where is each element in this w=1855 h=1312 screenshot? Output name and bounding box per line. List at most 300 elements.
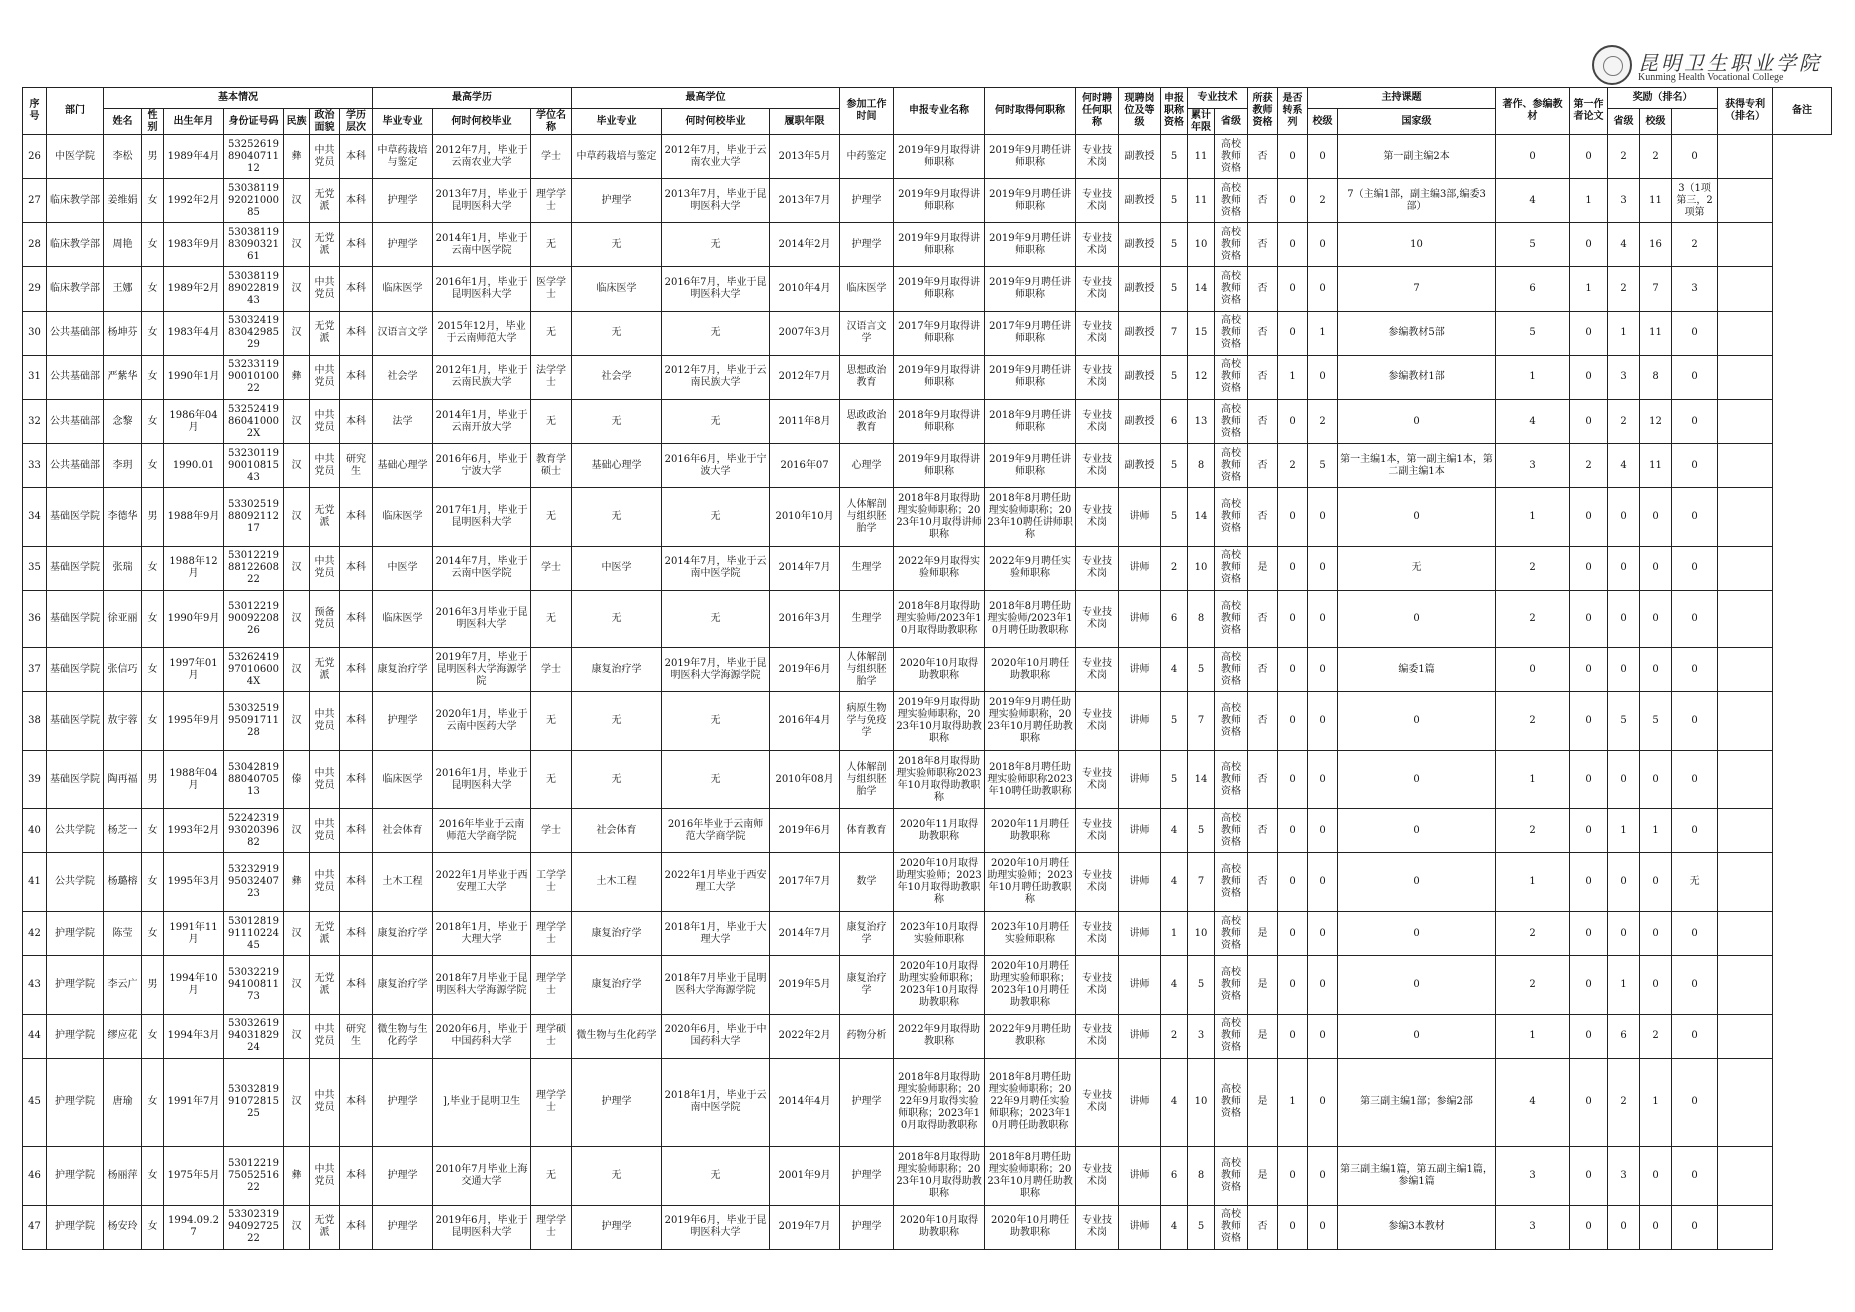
cell-prov: 0	[1278, 1147, 1308, 1205]
cell-books: 0	[1338, 853, 1496, 911]
cell-prov2: 5	[1608, 692, 1640, 750]
cell-tenure: 5	[1161, 355, 1188, 399]
cell-remark	[1718, 692, 1773, 750]
cell-get-title: 2020年10月取得助教职称	[894, 1205, 985, 1249]
cell-gender: 女	[142, 223, 164, 267]
cell-id: 532331199001010022	[224, 355, 284, 399]
cell-school: 0	[1308, 1014, 1338, 1058]
cell-nat: 1	[1570, 267, 1608, 311]
cell-post: 专业技术岗	[1076, 853, 1119, 911]
header-remark: 备注	[1773, 88, 1832, 135]
cell-remark	[1718, 853, 1773, 911]
cell-degree: 无	[531, 750, 572, 808]
cell-level: 本科	[340, 135, 373, 179]
cell-when-school: 2012年1月，毕业于云南民族大学	[433, 355, 531, 399]
cell-major: 临床医学	[373, 750, 433, 808]
cell-gender: 女	[142, 809, 164, 853]
cell-work: 2014年7月	[770, 546, 840, 590]
cell-dept: 护理学院	[47, 911, 104, 955]
cell-deg-when: 2018年7月毕业于昆明医科大学海源学院	[662, 956, 770, 1014]
cell-gender: 女	[142, 648, 164, 692]
cell-school2: 0	[1640, 750, 1672, 808]
cell-tenure: 5	[1161, 750, 1188, 808]
cell-name: 唐瑜	[104, 1058, 142, 1146]
cell-deg-major: 无	[572, 223, 662, 267]
cell-remark	[1718, 956, 1773, 1014]
cell-teacher-qual: 高校教师资格	[1215, 590, 1248, 647]
cell-remark	[1718, 135, 1773, 179]
cell-school: 0	[1308, 692, 1338, 750]
cell-apply-major: 汉语言文学	[840, 311, 894, 355]
cell-hire-title: 2019年9月聘任讲师职称	[985, 444, 1076, 488]
cell-patents: 0	[1672, 1147, 1718, 1205]
cell-transfer: 否	[1248, 223, 1278, 267]
cell-books: 0	[1338, 809, 1496, 853]
cell-deg-major: 无	[572, 311, 662, 355]
table-row	[23, 179, 1832, 223]
college-logo	[1592, 45, 1822, 87]
cell-transfer: 否	[1248, 444, 1278, 488]
cell-deg-when: 2016年6月，毕业于宁波大学	[662, 444, 770, 488]
cell-hire-title: 2022年9月聘任实验师职称	[985, 546, 1076, 590]
cell-ethnic: 汉	[284, 956, 310, 1014]
cell-prov: 0	[1278, 399, 1308, 443]
cell-apply-major: 人体解剖与组织胚胎学	[840, 648, 894, 692]
cell-degree: 医学学士	[531, 267, 572, 311]
cell-when-school: 2012年7月，毕业于云南农业大学	[433, 135, 531, 179]
cell-major: 护理学	[373, 179, 433, 223]
cell-prov: 0	[1278, 267, 1308, 311]
cell-id: 530128199111022445	[224, 911, 284, 955]
cell-papers: 2	[1496, 546, 1570, 590]
cell-no: 36	[23, 590, 47, 647]
cell-major: 临床医学	[373, 590, 433, 647]
cell-transfer: 否	[1248, 355, 1278, 399]
cell-school: 0	[1308, 956, 1338, 1014]
cell-id: 530322199410081173	[224, 956, 284, 1014]
cell-transfer: 否	[1248, 179, 1278, 223]
cell-no: 42	[23, 911, 47, 955]
header-cumulative: 累计年限	[1188, 109, 1215, 135]
cell-degree: 无	[531, 590, 572, 647]
cell-hire-title: 2019年9月聘任助理实验师职称，2023年10月聘任助教职称	[985, 692, 1076, 750]
cell-post: 专业技术岗	[1076, 355, 1119, 399]
cell-transfer: 是	[1248, 546, 1278, 590]
cell-apply-major: 人体解剖与组织胚胎学	[840, 488, 894, 546]
cell-prov: 0	[1278, 648, 1308, 692]
header-papers: 第一作者论文	[1570, 88, 1608, 135]
cell-remark	[1718, 648, 1773, 692]
cell-birth: 1990年1月	[164, 355, 224, 399]
cell-political: 无党派	[310, 648, 340, 692]
cell-nat: 0	[1570, 311, 1608, 355]
cell-dept: 基础医学院	[47, 590, 104, 647]
cell-nat: 0	[1570, 911, 1608, 955]
cell-patents: 无	[1672, 853, 1718, 911]
cell-cumulative: 5	[1188, 648, 1215, 692]
cell-prov: 0	[1278, 853, 1308, 911]
cell-id: 530328199107281525	[224, 1058, 284, 1146]
cell-political: 无党派	[310, 956, 340, 1014]
cell-patents: 0	[1672, 399, 1718, 443]
cell-level: 本科	[340, 223, 373, 267]
cell-tenure: 4	[1161, 809, 1188, 853]
cell-hire-title: 2020年10月聘任助理实验师职称；2023年10月聘任助教职称	[985, 956, 1076, 1014]
cell-no: 43	[23, 956, 47, 1014]
header-id: 身份证号码	[224, 109, 284, 135]
cell-post: 专业技术岗	[1076, 956, 1119, 1014]
header-tech: 专业技术	[1188, 88, 1248, 109]
cell-deg-when: 2019年6月，毕业于昆明医科大学	[662, 1205, 770, 1249]
cell-post: 专业技术岗	[1076, 1147, 1119, 1205]
cell-id: 532526198904071112	[224, 135, 284, 179]
table-row	[23, 135, 1832, 179]
cell-tenure: 6	[1161, 590, 1188, 647]
cell-political: 中共党员	[310, 809, 340, 853]
cell-dept: 临床教学部	[47, 179, 104, 223]
table-body	[23, 135, 1832, 1250]
header-birth: 出生年月	[164, 109, 224, 135]
cell-id: 530324198304298529	[224, 311, 284, 355]
cell-school: 0	[1308, 750, 1338, 808]
cell-nat: 0	[1570, 590, 1608, 647]
cell-deg-major: 基础心理学	[572, 444, 662, 488]
table-row	[23, 1147, 1832, 1205]
cell-ethnic: 汉	[284, 1205, 310, 1249]
cell-when-school: 2016年1月，毕业于昆明医科大学	[433, 750, 531, 808]
cell-cumulative: 7	[1188, 692, 1215, 750]
cell-dept: 公共基础部	[47, 355, 104, 399]
cell-when-school: 2016年3月毕业于昆明医科大学	[433, 590, 531, 647]
cell-apply-qual: 副教授	[1119, 267, 1161, 311]
cell-ethnic: 汉	[284, 546, 310, 590]
cell-birth: 1988年9月	[164, 488, 224, 546]
cell-teacher-qual: 高校教师资格	[1215, 692, 1248, 750]
cell-work: 2014年7月	[770, 911, 840, 955]
cell-prov2: 0	[1608, 648, 1640, 692]
cell-birth: 1994年10月	[164, 956, 224, 1014]
cell-gender: 女	[142, 311, 164, 355]
cell-when-school: 2014年7月，毕业于云南中医学院	[433, 546, 531, 590]
cell-level: 研究生	[340, 1014, 373, 1058]
cell-political: 无党派	[310, 223, 340, 267]
cell-gender: 女	[142, 1147, 164, 1205]
cell-get-title: 2019年9月取得讲师职称	[894, 135, 985, 179]
cell-birth: 1988年04月	[164, 750, 224, 808]
cell-teacher-qual: 高校教师资格	[1215, 1147, 1248, 1205]
cell-birth: 1991年11月	[164, 911, 224, 955]
cell-name: 严紫华	[104, 355, 142, 399]
cell-apply-qual: 讲师	[1119, 956, 1161, 1014]
cell-cumulative: 14	[1188, 267, 1215, 311]
cell-prov: 0	[1278, 692, 1308, 750]
cell-hire-title: 2022年9月聘任助教职称	[985, 1014, 1076, 1058]
cell-ethnic: 傣	[284, 750, 310, 808]
cell-gender: 女	[142, 355, 164, 399]
cell-tenure: 5	[1161, 179, 1188, 223]
cell-deg-when: 无	[662, 488, 770, 546]
cell-nat: 0	[1570, 956, 1608, 1014]
cell-deg-major: 中医学	[572, 546, 662, 590]
cell-ethnic: 彝	[284, 853, 310, 911]
cell-id: 53262419970106004X	[224, 648, 284, 692]
header-gender: 性别	[142, 109, 164, 135]
cell-work: 2001年9月	[770, 1147, 840, 1205]
cell-patents: 3（1项第三，2项第	[1672, 179, 1718, 223]
header-apply-qual: 申报职称资格	[1161, 88, 1188, 135]
cell-deg-major: 护理学	[572, 179, 662, 223]
cell-major: 基础心理学	[373, 444, 433, 488]
header-level: 学历层次	[340, 109, 373, 135]
cell-degree: 理学学士	[531, 911, 572, 955]
cell-hire-title: 2018年8月聘任助理实验师职称；2023年10聘任讲师职称	[985, 488, 1076, 546]
cell-level: 本科	[340, 355, 373, 399]
cell-tenure: 4	[1161, 1058, 1188, 1146]
cell-deg-when: 无	[662, 223, 770, 267]
cell-gender: 女	[142, 911, 164, 955]
cell-cumulative: 15	[1188, 311, 1215, 355]
cell-tenure: 2	[1161, 1014, 1188, 1058]
cell-work: 2007年3月	[770, 311, 840, 355]
cell-nat: 0	[1570, 1014, 1608, 1058]
cell-school2: 0	[1640, 1205, 1672, 1249]
cell-work: 2011年8月	[770, 399, 840, 443]
cell-degree: 理学硕士	[531, 1014, 572, 1058]
table-row	[23, 911, 1832, 955]
cell-ethnic: 汉	[284, 179, 310, 223]
cell-teacher-qual: 高校教师资格	[1215, 956, 1248, 1014]
cell-id: 530122199009220826	[224, 590, 284, 647]
cell-prov: 0	[1278, 135, 1308, 179]
cell-level: 本科	[340, 590, 373, 647]
cell-deg-major: 护理学	[572, 1058, 662, 1146]
cell-name: 杨璐榕	[104, 853, 142, 911]
cell-transfer: 是	[1248, 1058, 1278, 1146]
cell-teacher-qual: 高校教师资格	[1215, 750, 1248, 808]
cell-level: 本科	[340, 809, 373, 853]
cell-books: 0	[1338, 956, 1496, 1014]
cell-birth: 1988年12月	[164, 546, 224, 590]
cell-political: 中共党员	[310, 135, 340, 179]
cell-deg-major: 康复治疗学	[572, 956, 662, 1014]
cell-remark	[1718, 1014, 1773, 1058]
cell-apply-qual: 讲师	[1119, 546, 1161, 590]
cell-remark	[1718, 223, 1773, 267]
cell-political: 无党派	[310, 911, 340, 955]
cell-dept: 公共基础部	[47, 399, 104, 443]
cell-school: 0	[1308, 488, 1338, 546]
cell-hire-title: 2019年9月聘任讲师职称	[985, 179, 1076, 223]
cell-school: 0	[1308, 590, 1338, 647]
cell-books: 第三副主编1篇，第五副主编1篇，参编1篇	[1338, 1147, 1496, 1205]
cell-deg-when: 无	[662, 750, 770, 808]
cell-patents: 0	[1672, 911, 1718, 955]
cell-no: 46	[23, 1147, 47, 1205]
cell-work: 2010年4月	[770, 267, 840, 311]
cell-school2: 1	[1640, 809, 1672, 853]
cell-school: 1	[1308, 311, 1338, 355]
header-degree-major: 毕业专业	[572, 109, 662, 135]
cell-tenure: 1	[1161, 911, 1188, 955]
cell-teacher-qual: 高校教师资格	[1215, 311, 1248, 355]
cell-cumulative: 12	[1188, 355, 1215, 399]
cell-prov2: 1	[1608, 311, 1640, 355]
cell-major: 康复治疗学	[373, 648, 433, 692]
cell-patents: 0	[1672, 1014, 1718, 1058]
cell-nat: 0	[1570, 223, 1608, 267]
cell-name: 敖宇蓉	[104, 692, 142, 750]
cell-when-school: 2013年7月，毕业于昆明医科大学	[433, 179, 531, 223]
cell-dept: 中医学院	[47, 135, 104, 179]
cell-patents: 2	[1672, 223, 1718, 267]
cell-teacher-qual: 高校教师资格	[1215, 853, 1248, 911]
header-books: 著作、参编教材	[1496, 88, 1570, 135]
cell-teacher-qual: 高校教师资格	[1215, 355, 1248, 399]
cell-deg-major: 无	[572, 750, 662, 808]
cell-nat: 0	[1570, 399, 1608, 443]
cell-cumulative: 5	[1188, 956, 1215, 1014]
cell-birth: 1990.01	[164, 444, 224, 488]
cell-books: 参编教材5部	[1338, 311, 1496, 355]
cell-major: 康复治疗学	[373, 956, 433, 1014]
cell-tenure: 4	[1161, 1205, 1188, 1249]
cell-deg-major: 无	[572, 1147, 662, 1205]
cell-apply-qual: 讲师	[1119, 1147, 1161, 1205]
cell-apply-qual: 讲师	[1119, 853, 1161, 911]
cell-name: 念黎	[104, 399, 142, 443]
cell-political: 预备党员	[310, 590, 340, 647]
cell-school: 0	[1308, 1058, 1338, 1146]
cell-no: 37	[23, 648, 47, 692]
cell-no: 26	[23, 135, 47, 179]
cell-apply-qual: 讲师	[1119, 809, 1161, 853]
cell-name: 周艳	[104, 223, 142, 267]
cell-remark	[1718, 399, 1773, 443]
cell-id: 533025198809211217	[224, 488, 284, 546]
cell-hire-title: 2020年11月聘任助教职称	[985, 809, 1076, 853]
cell-dept: 临床教学部	[47, 267, 104, 311]
cell-prov2: 3	[1608, 179, 1640, 223]
cell-papers: 4	[1496, 179, 1570, 223]
cell-apply-qual: 副教授	[1119, 355, 1161, 399]
cell-work: 2019年7月	[770, 1205, 840, 1249]
cell-apply-major: 康复治疗学	[840, 956, 894, 1014]
header-highest-education: 最高学历	[373, 88, 572, 109]
cell-apply-major: 中药鉴定	[840, 135, 894, 179]
cell-id: 530381198309032161	[224, 223, 284, 267]
table-row	[23, 648, 1832, 692]
cell-when-school: 2010年7月毕业上海交通大学	[433, 1147, 531, 1205]
cell-major: 汉语言文学	[373, 311, 433, 355]
cell-cumulative: 10	[1188, 546, 1215, 590]
cell-cumulative: 7	[1188, 853, 1215, 911]
cell-papers: 1	[1496, 750, 1570, 808]
table-row	[23, 399, 1832, 443]
cell-books: 参编3本教材	[1338, 1205, 1496, 1249]
cell-deg-major: 护理学	[572, 1205, 662, 1249]
cell-school2: 5	[1640, 692, 1672, 750]
cell-remark	[1718, 590, 1773, 647]
cell-major: 中草药栽培与鉴定	[373, 135, 433, 179]
cell-degree: 理学学士	[531, 1058, 572, 1146]
cell-transfer: 是	[1248, 911, 1278, 955]
cell-birth: 1994.09.27	[164, 1205, 224, 1249]
cell-post: 专业技术岗	[1076, 267, 1119, 311]
cell-name: 王娜	[104, 267, 142, 311]
cell-dept: 基础医学院	[47, 546, 104, 590]
cell-transfer: 否	[1248, 648, 1278, 692]
cell-deg-when: 2018年1月，毕业于云南中医学院	[662, 1058, 770, 1146]
cell-papers: 0	[1496, 135, 1570, 179]
cell-level: 研究生	[340, 444, 373, 488]
cell-birth: 1989年4月	[164, 135, 224, 179]
cell-papers: 2	[1496, 590, 1570, 647]
cell-prov2: 0	[1608, 911, 1640, 955]
cell-political: 中共党员	[310, 355, 340, 399]
cell-when-school: 2014年1月，毕业于云南开放大学	[433, 399, 531, 443]
table-row	[23, 692, 1832, 750]
header-awards: 奖励（排名）	[1608, 88, 1718, 109]
cell-political: 无党派	[310, 1205, 340, 1249]
cell-birth: 1994年3月	[164, 1014, 224, 1058]
cell-patents: 0	[1672, 444, 1718, 488]
cell-birth: 1975年5月	[164, 1147, 224, 1205]
cell-nat: 0	[1570, 488, 1608, 546]
cell-remark	[1718, 809, 1773, 853]
cell-apply-major: 临床医学	[840, 267, 894, 311]
cell-political: 中共党员	[310, 546, 340, 590]
cell-tenure: 6	[1161, 399, 1188, 443]
cell-school: 0	[1308, 135, 1338, 179]
cell-birth: 1989年2月	[164, 267, 224, 311]
cell-get-title: 2018年8月取得助理实验师职称；2022年9月取得实验师职称；2023年10月取得助教职称	[894, 1058, 985, 1146]
cell-degree: 无	[531, 488, 572, 546]
cell-teacher-qual: 高校教师资格	[1215, 135, 1248, 179]
cell-teacher-qual: 高校教师资格	[1215, 399, 1248, 443]
cell-apply-major: 人体解剖与组织胚胎学	[840, 750, 894, 808]
cell-tenure: 2	[1161, 546, 1188, 590]
cell-name: 张瑞	[104, 546, 142, 590]
cell-degree: 理学学士	[531, 1205, 572, 1249]
header-when-school: 何时何校毕业	[433, 109, 531, 135]
cell-deg-when: 无	[662, 692, 770, 750]
cell-tenure: 5	[1161, 692, 1188, 750]
cell-prov: 1	[1278, 1058, 1308, 1146]
cell-id: 530122198812260822	[224, 546, 284, 590]
cell-id: 522423199302039682	[224, 809, 284, 853]
cell-work: 2019年5月	[770, 956, 840, 1014]
cell-deg-when: 2013年7月，毕业于昆明医科大学	[662, 179, 770, 223]
cell-teacher-qual: 高校教师资格	[1215, 444, 1248, 488]
cell-papers: 0	[1496, 648, 1570, 692]
cell-transfer: 否	[1248, 311, 1278, 355]
cell-apply-qual: 讲师	[1119, 488, 1161, 546]
cell-dept: 基础医学院	[47, 488, 104, 546]
cell-books: 编委1篇	[1338, 648, 1496, 692]
cell-get-title: 2018年8月取得助理实验师职称2023年10月取得助教职称	[894, 750, 985, 808]
cell-nat: 0	[1570, 546, 1608, 590]
cell-school2: 2	[1640, 1014, 1672, 1058]
cell-prov2: 4	[1608, 223, 1640, 267]
cell-hire-title: 2018年8月聘任助理实验师职称；2022年9月聘任实验师职称；2023年10月聘任助教职称	[985, 1058, 1076, 1146]
cell-major: 土木工程	[373, 853, 433, 911]
cell-apply-qual: 讲师	[1119, 1014, 1161, 1058]
cell-no: 32	[23, 399, 47, 443]
cell-patents: 0	[1672, 750, 1718, 808]
cell-apply-major: 护理学	[840, 1147, 894, 1205]
cell-nat: 0	[1570, 692, 1608, 750]
cell-school: 0	[1308, 1205, 1338, 1249]
